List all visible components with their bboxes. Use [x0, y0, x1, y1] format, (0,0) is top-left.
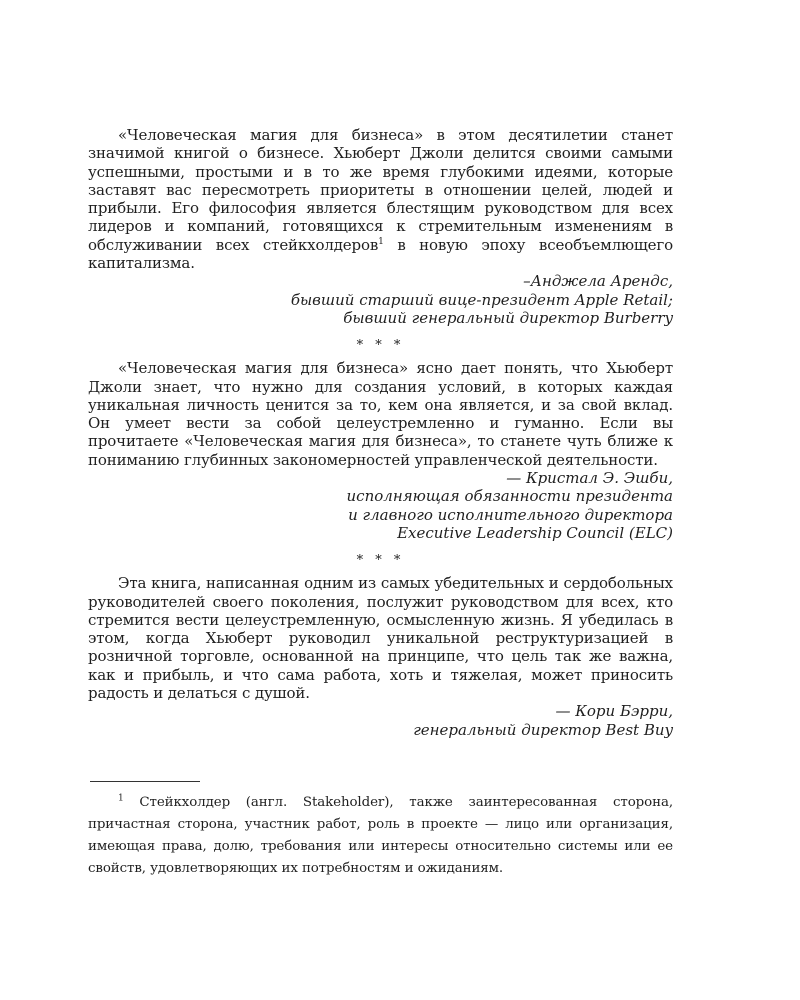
- footnote-divider: [90, 781, 200, 782]
- footnote-marker: 1: [118, 793, 124, 804]
- footnote: [88, 792, 673, 880]
- attribution-role: и главного исполнительного директора: [348, 505, 673, 524]
- footnote-reference[interactable]: 1: [378, 236, 384, 247]
- page-content: [88, 126, 673, 880]
- section-separator: * * *: [356, 338, 405, 354]
- attribution-name: — Кори Бэрри,: [555, 702, 673, 721]
- review-1-text: «Человеческая магия для бизнеса» в этом десятилетии станет значимой книгой о бизнесе. Хьюберт Джоли делится своими самыми успешными, простыми и в то же время глубокими идеями, которые заставят вас пересмотреть приоритеты в отношении целей, людей и прибыли. Его философия является блестящим руководством для всех лидеров и компаний, готовящихся к стремительным изменениям в обслуживании всех стейкхолдеров$^1$ в новую эпоху всеобъемлющего капитализма.: [88, 126, 673, 273]
- section-separator: * * *: [356, 553, 405, 569]
- attribution-role: бывший генеральный директор Burberry: [343, 308, 673, 327]
- attribution-name: –Анджела Арендс,: [523, 272, 673, 291]
- review-1-attribution: [88, 272, 673, 327]
- attribution-org: Executive Leadership Council (ELC): [397, 523, 673, 542]
- review-3-attribution: [88, 702, 673, 739]
- review-3-text: Эта книга, написанная одним из самых убедительных и сердобольных руководителей своего поколения, послужит руководством для всех, кто стремится вести целеустремленную, осмысленную жизнь. Я убедилась в этом, когда Хьюберт руководил уникальной реструктуризацией в розничной торговле, основанной на принципе, что цель так же важна, как и прибыль, и что сама работа, хоть и тяжелая, может приносить радость и делаться с душой.: [88, 574, 673, 703]
- attribution-role: генеральный директор Best Buy: [413, 720, 673, 739]
- footnote-text: Стейкхолдер (англ. Stakeholder), также заинтересованная сторона, причастная сторона, участник работ, роль в проекте — лицо или организация, имеющая права, долю, требования или интересы относительно системы или ее свойств, удовлетворяющих их потребностям и ожиданиям.: [88, 794, 673, 876]
- review-2-text: «Человеческая магия для бизнеса» ясно дает понять, что Хьюберт Джоли знает, что нужно для создания условий, в которых каждая уникальная личность ценится за то, кем она является, и за свой вклад. Он умеет вести за собой целеустремленно и гуманно. Если вы прочитаете «Человеческая магия для бизнеса», то станете чуть ближе к пониманию глубинных закономерностей управленческой деятельности.: [88, 359, 673, 469]
- attribution-role: исполняющая обязанности президента: [346, 487, 673, 506]
- review-2-attribution: [88, 469, 673, 542]
- attribution-role: бывший старший вице-президент Apple Retail;: [290, 290, 673, 309]
- attribution-name: — Кристал Э. Эшби,: [506, 469, 673, 488]
